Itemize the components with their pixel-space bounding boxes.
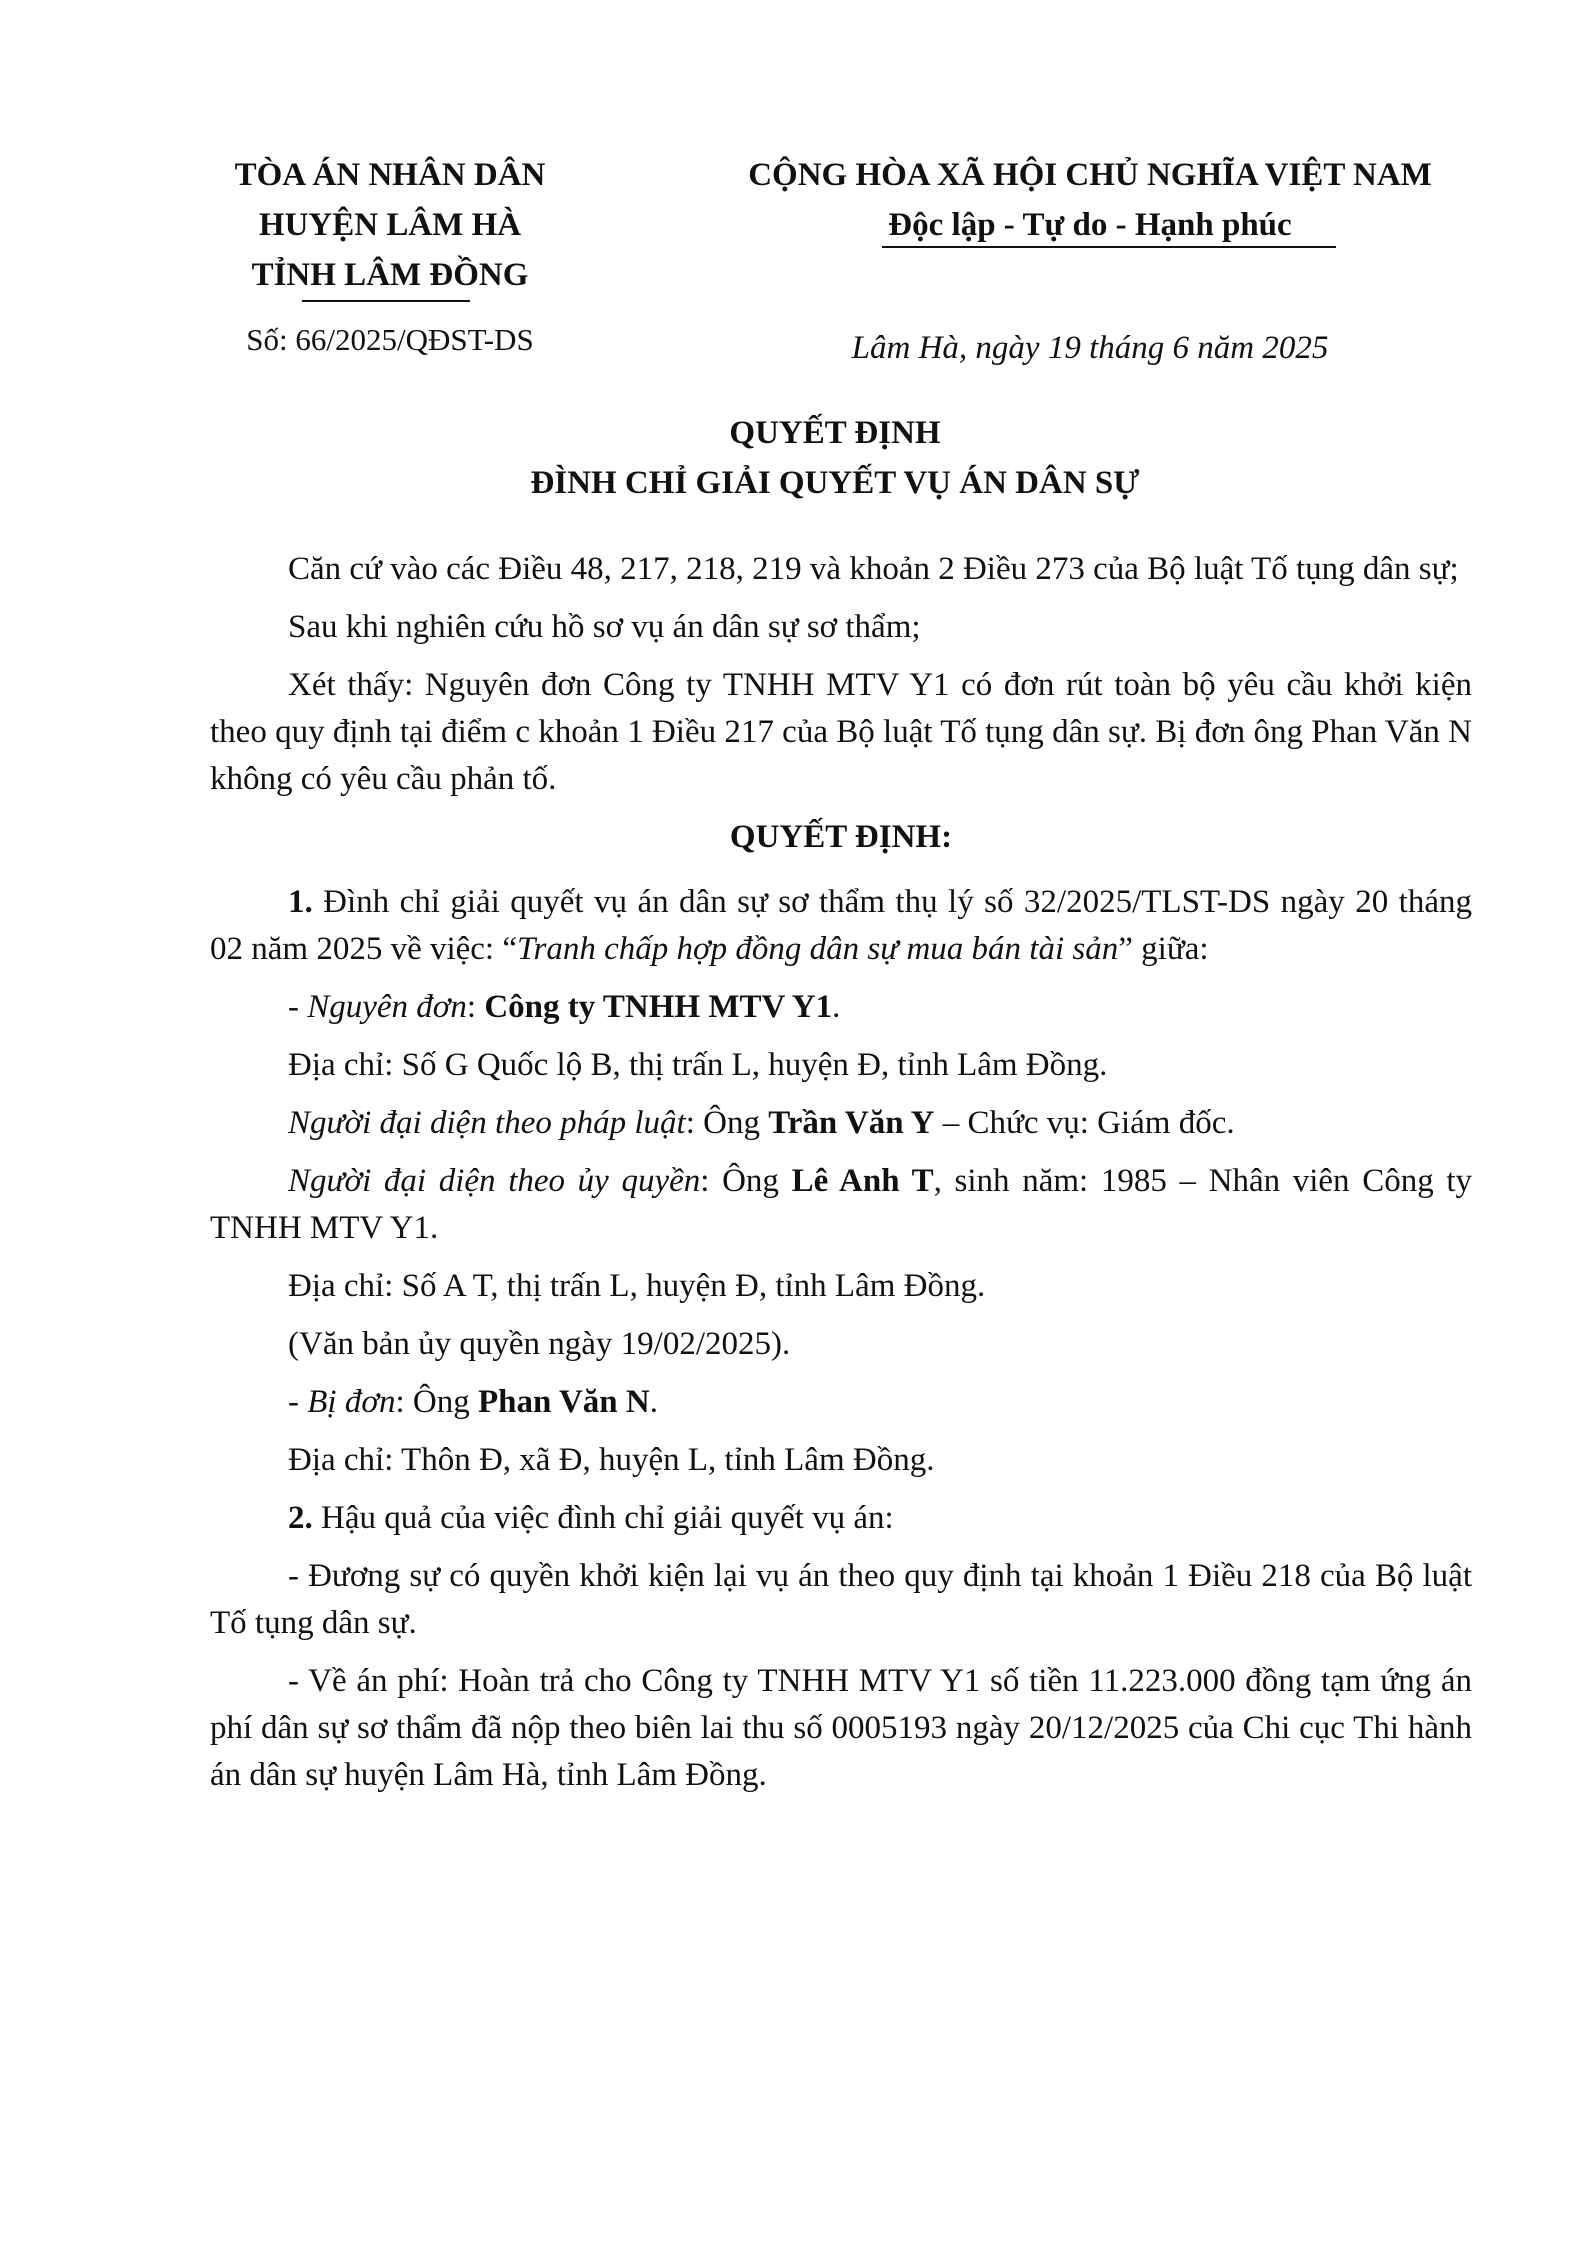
issue-date: Lâm Hà, ngày 19 tháng 6 năm 2025 bbox=[851, 330, 1329, 366]
defendant-address: Địa chỉ: Thôn Đ, xã Đ, huyện L, tỉnh Lâm Đồng. bbox=[288, 1442, 935, 1478]
item2-heading: 2. Hậu quả của việc đình chỉ giải quyết vụ án: bbox=[288, 1500, 894, 1536]
court-name-line3: TỈNH LÂM ĐỒNG bbox=[251, 257, 529, 293]
preamble-review: Sau khi nghiên cứu hồ sơ vụ án dân sự sơ thẩm; bbox=[288, 609, 921, 645]
court-underline bbox=[302, 300, 470, 302]
plaintiff-name: Công ty TNHH MTV Y1 bbox=[484, 989, 833, 1025]
authorization-document: (Văn bản ủy quyền ngày 19/02/2025). bbox=[288, 1326, 791, 1362]
defendant-name: Phan Văn N bbox=[477, 1384, 650, 1420]
court-name-line1: TÒA ÁN NHÂN DÂN bbox=[234, 157, 546, 193]
item1-text-b: ” giữa: bbox=[1118, 931, 1209, 967]
court-name-line2: HUYỆN LÂM HÀ bbox=[258, 207, 522, 243]
item2-refile-right: - Đương sự có quyền khởi kiện lại vụ án theo quy định tại khoản 1 Điều 218 của Bộ luật Tố tụng dân sự. bbox=[210, 1558, 1472, 1641]
motto-underline bbox=[882, 246, 1336, 248]
plaintiff-line: - Nguyên đơn: Công ty TNHH MTV Y1. bbox=[288, 989, 841, 1025]
legal-rep-label: Người đại diện theo pháp luật bbox=[288, 1105, 686, 1141]
authorized-representative-line: Người đại diện theo ủy quyền: Ông Lê Anh T, sinh năm: 1985 – Nhân viên Công ty TNHH MTV Y1. bbox=[210, 1163, 1473, 1246]
item2-number: 2. bbox=[288, 1500, 313, 1536]
auth-rep-address: Địa chỉ: Số A T, thị trấn L, huyện Đ, tỉnh Lâm Đồng. bbox=[288, 1268, 986, 1304]
item1-number: 1. bbox=[288, 884, 313, 920]
preamble-finding: Xét thấy: Nguyên đơn Công ty TNHH MTV Y1 có đơn rút toàn bộ yêu cầu khởi kiện theo quy định tại điểm c khoản 1 Điều 217 của Bộ luật Tố tụng dân sự. Bị đơn ông Phan Văn N không có yêu cầu phản tố. bbox=[210, 667, 1472, 797]
plaintiff-label: Nguyên đơn bbox=[307, 989, 467, 1025]
title-line1: QUYẾT ĐỊNH bbox=[729, 415, 941, 451]
defendant-label: Bị đơn bbox=[307, 1384, 396, 1420]
legal-representative-line: Người đại diện theo pháp luật: Ông Trần Văn Y – Chức vụ: Giám đốc. bbox=[288, 1105, 1235, 1141]
item1-paragraph bbox=[210, 879, 1472, 973]
preamble-legal-basis: Căn cứ vào các Điều 48, 217, 218, 219 và khoản 2 Điều 273 của Bộ luật Tố tụng dân sự; bbox=[288, 551, 1459, 587]
national-header bbox=[700, 150, 1480, 250]
item2-court-fee: - Về án phí: Hoàn trả cho Công ty TNHH MTV Y1 số tiền 11.223.000 đồng tạm ứng án phí dân sự sơ thẩm đã nộp theo biên lai thu số 0005193 ngày 20/12/2025 của Chi cục Thi hành án dân sự huyện Lâm Hà, tỉnh Lâm Đồng. bbox=[210, 1663, 1472, 1793]
republic-name: CỘNG HÒA XÃ HỘI CHỦ NGHĨA VIỆT NAM bbox=[748, 157, 1432, 193]
national-motto: Độc lập - Tự do - Hạnh phúc bbox=[888, 207, 1292, 243]
document-title bbox=[190, 408, 1480, 508]
auth-rep-label: Người đại diện theo ủy quyền bbox=[288, 1163, 701, 1199]
plaintiff-address: Địa chỉ: Số G Quốc lộ B, thị trấn L, huyện Đ, tỉnh Lâm Đồng. bbox=[288, 1047, 1108, 1083]
case-subject: Tranh chấp hợp đồng dân sự mua bán tài sản bbox=[517, 931, 1119, 967]
title-line2: ĐÌNH CHỈ GIẢI QUYẾT VỤ ÁN DÂN SỰ bbox=[530, 465, 1140, 501]
item1-text-a: Đình chỉ giải quyết vụ án dân sự sơ thẩm thụ lý số 32/2025/TLST-DS ngày 20 tháng 02 năm 2025 về việc: “ bbox=[210, 884, 1472, 967]
court-header bbox=[190, 150, 590, 300]
decision-heading: QUYẾT ĐỊNH: bbox=[729, 819, 953, 855]
document-body bbox=[210, 546, 1472, 1810]
case-number: Số: 66/2025/QĐST-DS bbox=[246, 322, 534, 357]
defendant-line: - Bị đơn: Ông Phan Văn N. bbox=[288, 1384, 658, 1420]
auth-rep-name: Lê Anh T bbox=[791, 1163, 934, 1199]
legal-rep-name: Trần Văn Y bbox=[768, 1105, 935, 1141]
